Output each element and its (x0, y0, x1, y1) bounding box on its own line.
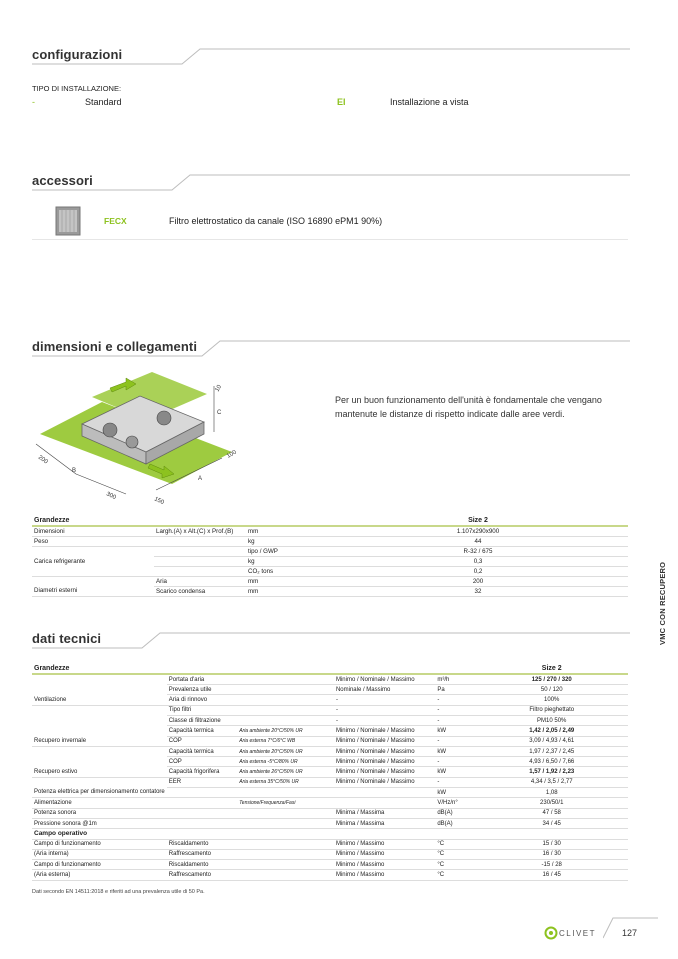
table-row (32, 860, 628, 870)
cell-p (167, 798, 237, 808)
table-row (32, 798, 628, 808)
config-code-standard: - (32, 97, 35, 107)
cell-value: 4,34 / 3,5 / 2,77 (475, 777, 628, 787)
table-row (32, 726, 628, 736)
cell-g: (Aria esterna) (32, 870, 167, 880)
cell-unit: - (435, 705, 475, 715)
cell-g: Pressione sonora @1m (32, 818, 167, 828)
cell-empty (237, 839, 334, 849)
cell-value: 50 / 120 (475, 685, 628, 695)
cell-type: Nominale / Massimo (334, 685, 435, 695)
dim-header-size: Size 2 (328, 516, 628, 526)
cell-p: Capacità frigorifera (167, 767, 237, 777)
cell-unit: kW (435, 746, 475, 756)
cell-value: 1,42 / 2,05 / 2,49 (475, 726, 628, 736)
cell-p (167, 818, 237, 828)
tech-header-label: Grandezze (32, 664, 167, 674)
cell-unit: °C (435, 839, 475, 849)
cell-g (32, 674, 167, 684)
cell-p: EER (167, 777, 237, 787)
table-row: Peso kg 44 (32, 536, 628, 546)
cell-g: Alimentazione (32, 798, 167, 808)
cell-type: Minimo / Nominale / Massimo (334, 757, 435, 767)
cell-empty (237, 870, 334, 880)
table-row (32, 870, 628, 880)
table-row (32, 818, 628, 828)
accessory-code: FECX (104, 216, 127, 226)
cell-type: Minimo / Nominale / Massimo (334, 674, 435, 684)
config-text-ei: Installazione a vista (390, 97, 469, 107)
cell-value: PM10 50% (475, 715, 628, 725)
cell-unit: - (435, 695, 475, 705)
table-row (32, 839, 628, 849)
cell-unit: kW (435, 767, 475, 777)
cell-cond (237, 695, 334, 705)
cell-type: Minimo / Massimo (334, 860, 435, 870)
config-text-standard: Standard (85, 97, 122, 107)
cell-cond (237, 818, 334, 828)
clearance-note: Per un buon funzionamento dell'unità è fondamentale che vengano mantenute le distanze di rispetto indicate dalle aree verdi. (335, 395, 602, 419)
clivet-logo-icon (544, 926, 558, 940)
section-divider (32, 631, 632, 651)
table-row (32, 715, 628, 725)
cell-type: Minima / Massima (334, 808, 435, 818)
tech-header-size: Size 2 (475, 664, 628, 674)
dim-label-a: A (198, 476, 203, 482)
cell-unit: - (435, 757, 475, 767)
cell-p: Capacità termica (167, 746, 237, 756)
cell-type: Minimo / Nominale / Massimo (334, 777, 435, 787)
cell-g (32, 705, 167, 715)
cell-empty (237, 860, 334, 870)
config-code-ei: EI (337, 97, 346, 107)
table-row: CO₂ tons 0,2 (32, 566, 628, 576)
cell-g (32, 746, 167, 756)
section-title-accessori: accessori (32, 173, 93, 188)
table-row (32, 705, 628, 715)
cell-cond: Aria esterna 7°C/6°C WB (237, 736, 334, 746)
cell-value: 34 / 45 (475, 818, 628, 828)
cell-p: Aria di rinnovo (167, 695, 237, 705)
table-row (32, 674, 628, 684)
section-divider (32, 47, 632, 67)
cell-p: Tipo filtri (167, 705, 237, 715)
technical-data-table (32, 664, 628, 881)
cell-unit: °C (435, 870, 475, 880)
table-row (32, 757, 628, 767)
cell-unit: - (435, 777, 475, 787)
cell-cond: Aria esterna 35°C/50% UR (237, 777, 334, 787)
table-row: Dimensioni Largh.(A) x Alt.(C) x Prof.(B) mm 1.107x290x900 (32, 526, 628, 536)
cell-g: (Aria interna) (32, 849, 167, 859)
cell-type: - (334, 705, 435, 715)
cell-cond (237, 715, 334, 725)
dim-label-10: 10 (214, 384, 224, 393)
side-category-label: VMC CON RECUPERO (658, 561, 667, 645)
cell-g: Potenza sonora (32, 808, 167, 818)
table-row (32, 695, 628, 705)
cell-g: Potenza elettrica per dimensionamento contatore (32, 788, 167, 798)
cell-type (334, 788, 435, 798)
cell-unit: °C (435, 849, 475, 859)
page-number: 127 (622, 928, 638, 938)
dim-label-b: B (72, 468, 77, 474)
cell-cond: Tensione/Frequenza/Fasi (237, 798, 334, 808)
cell-g (32, 715, 167, 725)
campo-header: Campo operativo (32, 829, 628, 839)
filter-product-icon (52, 204, 84, 238)
cell-g: Recupero invernale (32, 736, 167, 746)
cell-g (32, 685, 167, 695)
cell-type: Minimo / Massimo (334, 849, 435, 859)
cell-type: Minimo / Massimo (334, 870, 435, 880)
cell-unit: m³/h (435, 674, 475, 684)
cell-type: Minimo / Nominale / Massimo (334, 767, 435, 777)
cell-value: 125 / 270 / 320 (475, 674, 628, 684)
table-row (32, 849, 628, 859)
cell-g (32, 777, 167, 787)
accessory-text: Filtro elettrostatico da canale (ISO 16890 ePM1 90%) (169, 216, 383, 226)
section-title-dati-tecnici: dati tecnici (32, 631, 102, 646)
dim-header-label: Grandezze (32, 516, 154, 526)
install-type-label: TIPO DI INSTALLAZIONE: (32, 84, 122, 93)
table-row: Diametri esterni Scarico condensa mm 32 (32, 586, 628, 596)
cell-g (32, 726, 167, 736)
brand-name: CLIVET (559, 929, 597, 938)
dim-label-300: 300 (105, 491, 117, 502)
cell-cond: Aria ambiente 20°C/50% UR (237, 746, 334, 756)
cell-value: 15 / 30 (475, 839, 628, 849)
table-row (32, 767, 628, 777)
cell-p: COP (167, 757, 237, 767)
table-row (32, 788, 628, 798)
cell-unit: Pa (435, 685, 475, 695)
cell-value: -15 / 28 (475, 860, 628, 870)
cell-cond (237, 705, 334, 715)
cell-p (167, 808, 237, 818)
section-title-configurazioni: configurazioni (32, 47, 123, 62)
cell-unit: V/Hz/n° (435, 798, 475, 808)
cell-cond (237, 674, 334, 684)
cell-type: - (334, 695, 435, 705)
table-row (32, 736, 628, 746)
cell-value: 3,09 / 4,93 / 4,61 (475, 736, 628, 746)
cell-p: Capacità termica (167, 726, 237, 736)
cell-cond: Aria ambiente 20°C/50% UR (237, 726, 334, 736)
cell-p: Raffrescamento (167, 870, 237, 880)
cell-unit: dB(A) (435, 808, 475, 818)
cell-type: Minimo / Nominale / Massimo (334, 726, 435, 736)
cell-g: Campo di funzionamento (32, 860, 167, 870)
table-row (32, 685, 628, 695)
table-row: Aria mm 200 (32, 576, 628, 586)
cell-unit: kW (435, 726, 475, 736)
cell-unit: - (435, 715, 475, 725)
cell-value: 100% (475, 695, 628, 705)
section-divider (32, 173, 632, 193)
cell-p: Riscaldamento (167, 839, 237, 849)
cell-value: 16 / 45 (475, 870, 628, 880)
cell-cond: Aria ambiente 26°C/50% UR (237, 767, 334, 777)
section-title-dimensioni: dimensioni e collegamenti (32, 339, 198, 354)
table-row: tipo / GWP R-32 / 675 (32, 546, 628, 556)
dim-label-150: 150 (153, 496, 165, 507)
table-row: Carica refrigerante kg 0,3 (32, 556, 628, 566)
cell-value: 4,93 / 6,50 / 7,66 (475, 757, 628, 767)
cell-value: 230/50/1 (475, 798, 628, 808)
cell-value: 16 / 30 (475, 849, 628, 859)
table-row (32, 777, 628, 787)
cell-empty (237, 849, 334, 859)
cell-cond (237, 685, 334, 695)
cell-type: Minimo / Massimo (334, 839, 435, 849)
table-row (32, 746, 628, 756)
cell-value: 1,57 / 1,92 / 2,23 (475, 767, 628, 777)
cell-g: Ventilazione (32, 695, 167, 705)
cell-p: Classe di filtrazione (167, 715, 237, 725)
cell-unit: °C (435, 860, 475, 870)
cell-type (334, 798, 435, 808)
cell-g: Campo di funzionamento (32, 839, 167, 849)
cell-type: - (334, 715, 435, 725)
cell-cond (237, 788, 334, 798)
cell-p: Raffrescamento (167, 849, 237, 859)
dim-label-200: 200 (36, 454, 49, 466)
cell-unit: - (435, 736, 475, 746)
cell-value: 1,08 (475, 788, 628, 798)
section-divider (32, 339, 632, 359)
table-row (32, 808, 628, 818)
footnote: Dati secondo EN 14511:2018 e riferiti ad una prevalenza utile di 50 Pa. (32, 889, 205, 895)
cell-p: Riscaldamento (167, 860, 237, 870)
campo-header-row (32, 829, 628, 839)
unit-clearance-diagram (32, 372, 257, 507)
cell-cond: Aria esterna -5°C/80% UR (237, 757, 334, 767)
cell-value: 1,97 / 2,37 / 2,45 (475, 746, 628, 756)
cell-type: Minima / Massima (334, 818, 435, 828)
cell-value: Filtro pieghettato (475, 705, 628, 715)
cell-cond (237, 808, 334, 818)
cell-value: 47 / 58 (475, 808, 628, 818)
cell-p: Prevalenza utile (167, 685, 237, 695)
cell-g (32, 757, 167, 767)
dim-label-100: 100 (226, 449, 238, 460)
dimension-table (32, 516, 628, 597)
cell-type: Minimo / Nominale / Massimo (334, 746, 435, 756)
cell-g: Recupero estivo (32, 767, 167, 777)
cell-type: Minimo / Nominale / Massimo (334, 736, 435, 746)
dim-label-c: C (217, 410, 222, 416)
cell-p: COP (167, 736, 237, 746)
cell-unit: dB(A) (435, 818, 475, 828)
cell-p: Portata d'aria (167, 674, 237, 684)
cell-p (167, 788, 237, 798)
cell-unit: kW (435, 788, 475, 798)
